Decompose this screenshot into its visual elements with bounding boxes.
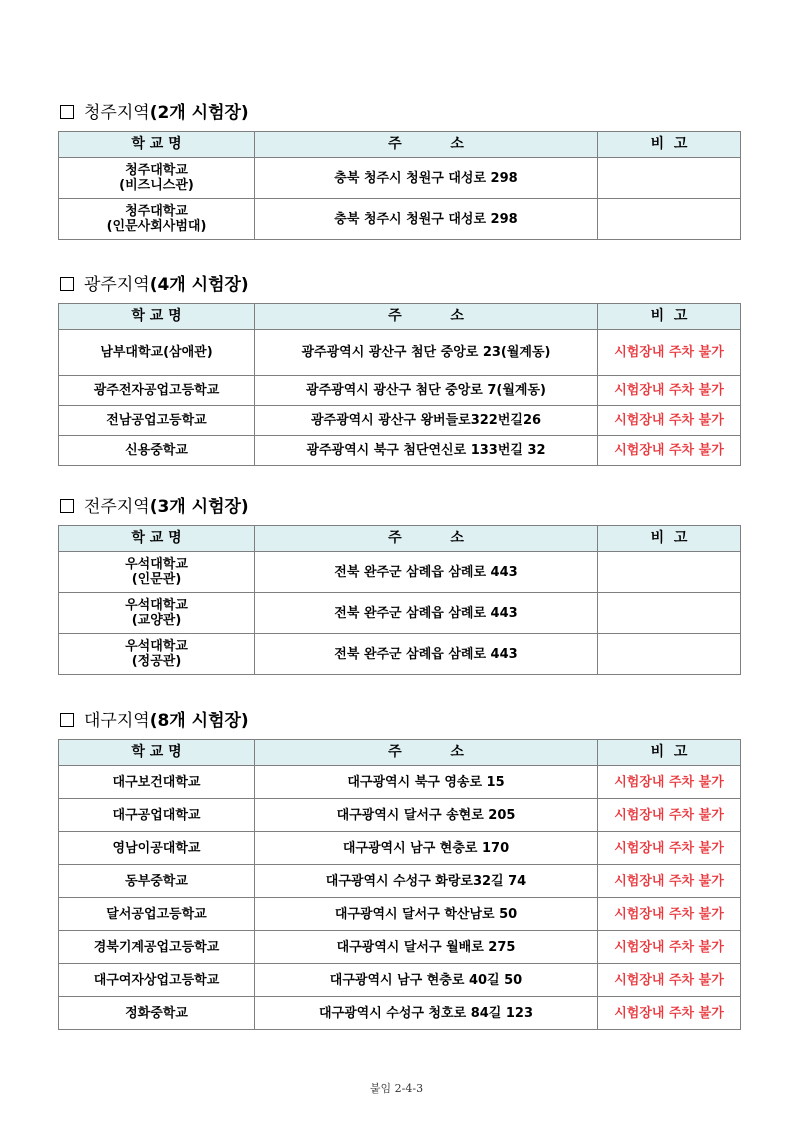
section-title: 전주지역(3개 시험장) — [58, 495, 740, 519]
checkbox-square-icon — [60, 499, 74, 513]
note-cell: 시험장내 주차 불가 — [598, 997, 741, 1030]
address-cell: 전북 완주군 삼례읍 삼례로 443 — [255, 552, 598, 593]
address-cell: 대구광역시 남구 현충로 170 — [255, 832, 598, 865]
header-note: 비 고 — [598, 304, 741, 330]
address-cell: 전북 완주군 삼례읍 삼례로 443 — [255, 593, 598, 634]
table-row — [59, 766, 741, 799]
header-address: 주 소 — [255, 740, 598, 766]
school-cell: 전남공업고등학교 — [59, 406, 255, 436]
note-cell: 시험장내 주차 불가 — [598, 898, 741, 931]
table-row — [59, 634, 741, 675]
school-cell: 남부대학교(삼애관) — [59, 330, 255, 376]
table-row — [59, 593, 741, 634]
address-cell: 대구광역시 달서구 송현로 205 — [255, 799, 598, 832]
note-cell: 시험장내 주차 불가 — [598, 436, 741, 466]
note-cell — [598, 593, 741, 634]
table-row — [59, 898, 741, 931]
checkbox-square-icon — [60, 105, 74, 119]
address-cell: 대구광역시 남구 현충로 40길 50 — [255, 964, 598, 997]
school-cell: 달서공업고등학교 — [59, 898, 255, 931]
note-cell — [598, 158, 741, 199]
venue-table — [58, 303, 741, 466]
header-address: 주 소 — [255, 526, 598, 552]
note-cell — [598, 634, 741, 675]
address-cell: 광주광역시 북구 첨단연신로 133번길 32 — [255, 436, 598, 466]
page-footer: 붙임 2-4-3 — [369, 1082, 424, 1095]
table-row — [59, 799, 741, 832]
note-cell — [598, 199, 741, 240]
header-school: 학 교 명 — [59, 740, 255, 766]
table-header-row — [59, 740, 741, 766]
address-cell: 충북 청주시 청원구 대성로 298 — [255, 158, 598, 199]
school-cell: 대구여자상업고등학교 — [59, 964, 255, 997]
note-cell: 시험장내 주차 불가 — [598, 832, 741, 865]
address-cell: 전북 완주군 삼례읍 삼례로 443 — [255, 634, 598, 675]
section-gwangju — [58, 273, 740, 458]
checkbox-square-icon — [60, 713, 74, 727]
table-row — [59, 406, 741, 436]
table-row — [59, 832, 741, 865]
table-row — [59, 552, 741, 593]
note-cell: 시험장내 주차 불가 — [598, 964, 741, 997]
school-cell: 경북기계공업고등학교 — [59, 931, 255, 964]
school-cell: 광주전자공업고등학교 — [59, 376, 255, 406]
section-daegu — [58, 709, 740, 1021]
address-cell: 충북 청주시 청원구 대성로 298 — [255, 199, 598, 240]
address-cell: 광주광역시 광산구 첨단 중앙로 23(월계동) — [255, 330, 598, 376]
note-cell: 시험장내 주차 불가 — [598, 865, 741, 898]
note-cell: 시험장내 주차 불가 — [598, 766, 741, 799]
header-school: 학 교 명 — [59, 304, 255, 330]
venue-table — [58, 131, 741, 240]
section-title: 광주지역(4개 시험장) — [58, 273, 740, 297]
header-address: 주 소 — [255, 132, 598, 158]
table-row — [59, 330, 741, 376]
school-cell: 영남이공대학교 — [59, 832, 255, 865]
school-cell: 대구공업대학교 — [59, 799, 255, 832]
header-address: 주 소 — [255, 304, 598, 330]
school-cell: 우석대학교 (교양관) — [59, 593, 255, 634]
school-cell: 대구보건대학교 — [59, 766, 255, 799]
school-cell: 정화중학교 — [59, 997, 255, 1030]
address-cell: 대구광역시 수성구 화랑로32길 74 — [255, 865, 598, 898]
table-header-row — [59, 132, 741, 158]
note-cell: 시험장내 주차 불가 — [598, 376, 741, 406]
table-row — [59, 376, 741, 406]
header-note: 비 고 — [598, 132, 741, 158]
header-school: 학 교 명 — [59, 132, 255, 158]
table-row — [59, 931, 741, 964]
address-cell: 광주광역시 광산구 첨단 중앙로 7(월계동) — [255, 376, 598, 406]
note-cell: 시험장내 주차 불가 — [598, 330, 741, 376]
checkbox-square-icon — [60, 277, 74, 291]
venue-table — [58, 739, 741, 1030]
school-cell: 청주대학교 (비즈니스관) — [59, 158, 255, 199]
school-cell: 우석대학교 (인문관) — [59, 552, 255, 593]
address-cell: 대구광역시 달서구 학산남로 50 — [255, 898, 598, 931]
table-row — [59, 865, 741, 898]
note-cell — [598, 552, 741, 593]
address-cell: 광주광역시 광산구 왕버들로322번길26 — [255, 406, 598, 436]
venue-table — [58, 525, 741, 675]
school-cell: 우석대학교 (정공관) — [59, 634, 255, 675]
table-header-row — [59, 526, 741, 552]
school-cell: 동부중학교 — [59, 865, 255, 898]
table-row — [59, 997, 741, 1030]
section-jeonju — [58, 495, 740, 669]
address-cell: 대구광역시 수성구 청호로 84길 123 — [255, 997, 598, 1030]
note-cell: 시험장내 주차 불가 — [598, 931, 741, 964]
section-title: 청주지역(2개 시험장) — [58, 101, 740, 125]
address-cell: 대구광역시 달서구 월배로 275 — [255, 931, 598, 964]
school-cell: 신용중학교 — [59, 436, 255, 466]
header-note: 비 고 — [598, 526, 741, 552]
header-school: 학 교 명 — [59, 526, 255, 552]
note-cell: 시험장내 주차 불가 — [598, 799, 741, 832]
section-cheongju — [58, 101, 740, 234]
address-cell: 대구광역시 북구 영송로 15 — [255, 766, 598, 799]
table-row — [59, 158, 741, 199]
header-note: 비 고 — [598, 740, 741, 766]
table-row — [59, 436, 741, 466]
table-row — [59, 964, 741, 997]
note-cell: 시험장내 주차 불가 — [598, 406, 741, 436]
table-row — [59, 199, 741, 240]
school-cell: 청주대학교 (인문사회사범대) — [59, 199, 255, 240]
section-title: 대구지역(8개 시험장) — [58, 709, 740, 733]
table-header-row — [59, 304, 741, 330]
